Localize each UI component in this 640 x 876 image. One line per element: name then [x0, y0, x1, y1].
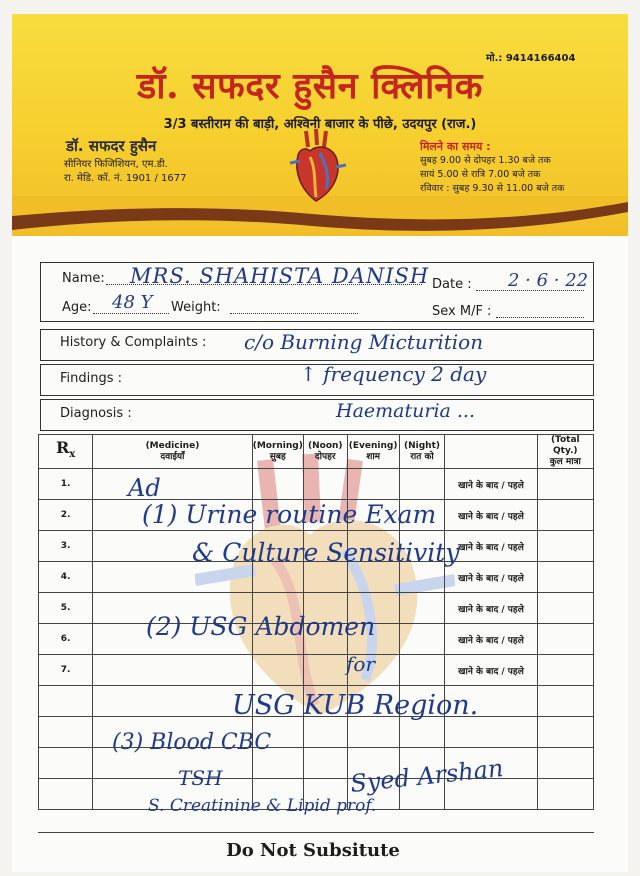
handwritten-history: c/o Burning Micturition [244, 330, 484, 354]
row-number: 6. [39, 624, 93, 655]
clinic-address: 3/3 बस्तीराम की बाड़ी, अश्विनी बाजार के पीछे, उदयपुर (राज.) [163, 117, 477, 132]
blank-cell [39, 686, 93, 717]
morning-cell [252, 469, 303, 500]
weight-label: Weight: [171, 300, 221, 315]
night-header-en: (Night) [403, 440, 440, 451]
total-cell [537, 655, 593, 686]
weight-line [230, 313, 358, 314]
doctor-signature: Syed Arshan [348, 754, 505, 798]
total-cell [537, 624, 593, 655]
night-header [399, 435, 445, 469]
blank-cell [399, 717, 445, 748]
morning-header-hi: सुबह [269, 451, 286, 462]
date-label: Date : [432, 277, 472, 292]
table-header-row [39, 435, 594, 469]
total-cell [537, 562, 593, 593]
morning-cell [252, 655, 303, 686]
do-not-substitute-note: Do Not Subsitute [226, 840, 400, 861]
noon-header-hi: दोपहर [314, 451, 336, 462]
night-header-hi: रात को [410, 451, 434, 462]
meal-timing: खाने के बाद / पहले [445, 655, 537, 686]
rx-subscript: x [69, 449, 76, 461]
medicine-header [93, 435, 253, 469]
medicine-header-en: (Medicine) [145, 440, 200, 451]
age-line [93, 313, 169, 314]
meal-timing: खाने के बाद / पहले [445, 531, 537, 562]
evening-header [347, 435, 399, 469]
timing-evening: सायं 5.00 से रात्रि 7.00 बजे तक [420, 169, 541, 180]
noon-header [303, 435, 347, 469]
mobile-number: मो.: 9414166404 [486, 53, 576, 64]
rx-symbol-cell [39, 435, 93, 469]
handwritten-age: 48 Y [112, 292, 153, 313]
noon-cell [303, 655, 347, 686]
blank-cell [303, 717, 347, 748]
row-number: 2. [39, 500, 93, 531]
blank-cell [537, 717, 593, 748]
when-header [445, 435, 537, 469]
handwritten-diagnosis: Haematuria ... [336, 400, 476, 422]
row-number: 5. [39, 593, 93, 624]
night-cell [399, 593, 445, 624]
handwritten-advice: Ad [128, 474, 161, 502]
total-cell [537, 469, 593, 500]
findings-label: Findings : [60, 371, 123, 386]
blank-cell [347, 717, 399, 748]
noon-header-en: (Noon) [307, 440, 343, 451]
blank-cell [537, 779, 593, 810]
row-number: 7. [39, 655, 93, 686]
total-cell [537, 500, 593, 531]
clinic-title: डॉ. सफदर हुसैन क्लिनिक [137, 65, 483, 107]
visiting-hours-title: मिलने का समय : [420, 140, 491, 153]
history-label: History & Complaints : [60, 335, 207, 350]
name-label: Name: [62, 271, 105, 286]
blank-cell [445, 717, 537, 748]
meal-timing: खाने के बाद / पहले [445, 562, 537, 593]
medicine-header-hi: दवाईयाँ [160, 451, 185, 462]
night-cell [399, 469, 445, 500]
total-cell [537, 531, 593, 562]
medicine-cell [93, 655, 253, 686]
blank-cell [39, 717, 93, 748]
total-header-en: (Total Qty.) [550, 435, 580, 456]
diagnosis-label: Diagnosis : [60, 406, 132, 421]
handwritten-line-urine: (1) Urine routine Exam [142, 500, 437, 529]
handwritten-line-usg-kub: USG KUB Region. [232, 690, 479, 721]
timing-sunday: रविवार : सुबह 9.30 से 11.00 बजे तक [420, 183, 565, 194]
meal-timing: खाने के बाद / पहले [445, 593, 537, 624]
handwritten-date: 2 · 6 · 22 [508, 270, 589, 291]
visiting-hours [420, 140, 564, 196]
night-cell [399, 655, 445, 686]
row-number: 1. [39, 469, 93, 500]
evening-header-en: (Evening) [348, 440, 398, 451]
medicine-cell [93, 469, 253, 500]
meal-timing: खाने के बाद / पहले [445, 500, 537, 531]
doctor-name: डॉ. सफदर हुसैन [66, 137, 157, 155]
handwritten-line-usg-abdomen: (2) USG Abdomen [146, 612, 376, 641]
timing-morning: सुबह 9.00 से दोपहर 1.30 बजे तक [420, 155, 551, 166]
meal-timing: खाने के बाद / पहले [445, 469, 537, 500]
blank-cell [303, 748, 347, 779]
handwritten-patient-name: MRS. SHAHISTA DANISH [130, 264, 430, 288]
handwritten-line-culture: & Culture Sensitivity [192, 538, 460, 567]
total-header-hi: कुल मात्रा [549, 457, 581, 467]
total-qty-header [537, 435, 593, 469]
meal-timing: खाने के बाद / पहले [445, 624, 537, 655]
blank-cell [537, 686, 593, 717]
table-row [39, 655, 594, 686]
morning-header-en: (Morning) [252, 440, 303, 451]
evening-header-hi: शाम [366, 451, 381, 462]
doctor-credentials [64, 158, 186, 186]
morning-header [252, 435, 303, 469]
row-number: 4. [39, 562, 93, 593]
sex-line [496, 317, 584, 318]
evening-cell [347, 469, 399, 500]
handwritten-line-creatinine: S. Creatinine & Lipid prof. [148, 796, 377, 816]
heart-icon [286, 127, 350, 207]
qualification: सीनियर फिजिशियन, एम.डी. [64, 159, 168, 170]
handwritten-line-for: for [346, 652, 376, 676]
footer-divider [38, 832, 594, 833]
rx-symbol: R [55, 438, 70, 458]
blank-cell [537, 748, 593, 779]
blank-cell [93, 686, 253, 717]
total-cell [537, 593, 593, 624]
registration-number: रा. मेडि. कॉ. नं. 1901 / 1677 [64, 173, 187, 184]
table-row [39, 469, 594, 500]
row-number: 3. [39, 531, 93, 562]
blank-cell [39, 779, 93, 810]
age-label: Age: [62, 300, 92, 315]
handwritten-findings: ↑ frequency 2 day [300, 362, 487, 386]
noon-cell [303, 469, 347, 500]
blank-cell [39, 748, 93, 779]
handwritten-line-tsh: TSH [178, 766, 223, 790]
handwritten-line-blood: (3) Blood CBC [112, 730, 272, 755]
sex-label: Sex M/F : [432, 304, 492, 319]
night-cell [399, 624, 445, 655]
